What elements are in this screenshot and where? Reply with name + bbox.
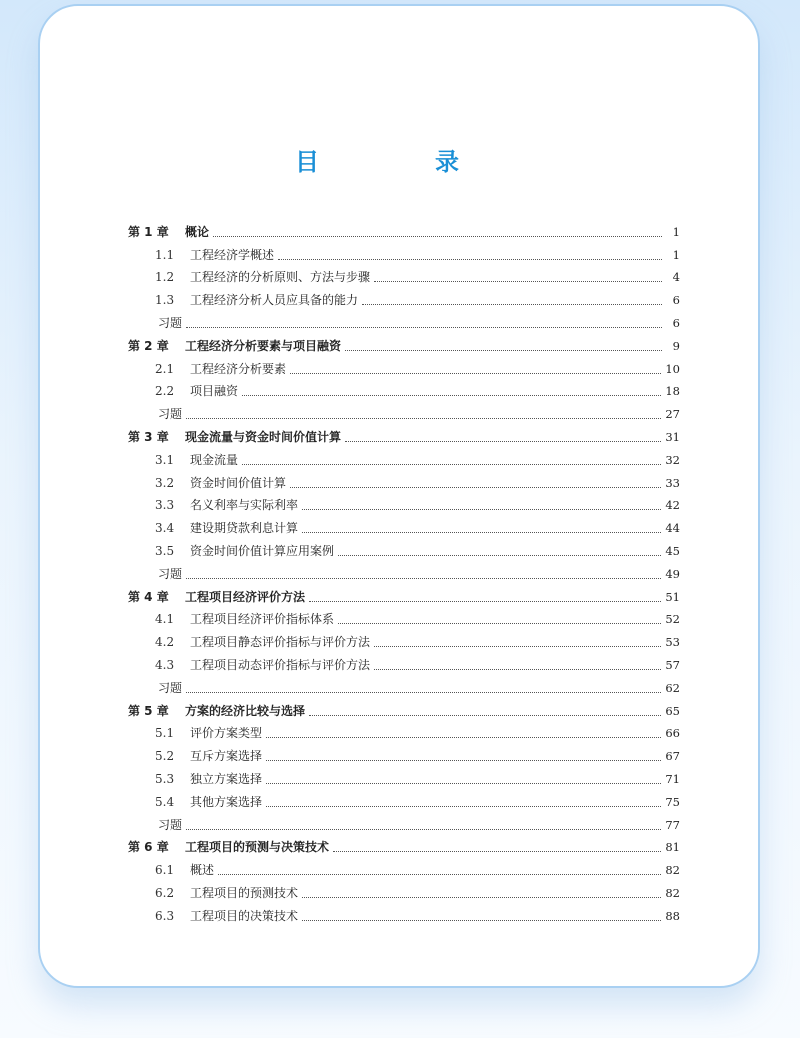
page-number: 33 — [665, 475, 680, 490]
section-number: 3.1 — [155, 452, 175, 467]
toc-chapter-row[interactable] — [128, 332, 680, 355]
page-number: 4 — [672, 270, 680, 285]
toc-entry-label — [128, 703, 305, 720]
toc-entry-label — [128, 383, 238, 400]
section-number: 3.5 — [155, 543, 175, 558]
entry-title: 方案的经济比较与选择 — [185, 703, 306, 718]
dot-leader — [374, 669, 661, 670]
toc-entry-label — [128, 475, 286, 492]
entry-title: 习题 — [158, 817, 183, 832]
toc-entry-label — [128, 839, 329, 856]
toc-chapter-row[interactable] — [128, 423, 680, 446]
entry-title: 工程经济分析要素 — [190, 361, 287, 376]
entry-title: 工程经济分析要素与项目融资 — [185, 338, 342, 353]
entry-title: 概述 — [190, 863, 215, 878]
page-number: 88 — [665, 908, 680, 923]
toc-exercise-row[interactable] — [128, 811, 680, 834]
entry-title: 工程经济的分析原则、方法与步骤 — [190, 270, 371, 285]
dot-leader — [266, 737, 661, 738]
dot-leader — [302, 509, 661, 510]
entry-title: 工程项目的预测与决策技术 — [185, 840, 330, 855]
toc-entry-label — [128, 771, 262, 788]
entry-title: 工程项目静态评价指标与评价方法 — [190, 635, 371, 650]
entry-title: 现金流量 — [190, 452, 239, 467]
entry-title: 资金时间价值计算 — [190, 475, 287, 490]
toc-section-row[interactable] — [128, 765, 680, 788]
toc-section-row[interactable] — [128, 606, 680, 629]
entry-title: 习题 — [158, 315, 183, 330]
toc-section-row[interactable] — [128, 537, 680, 560]
page-number: 75 — [665, 794, 680, 809]
entry-title: 工程项目经济评价指标体系 — [190, 612, 335, 627]
toc-chapter-row[interactable] — [128, 834, 680, 857]
entry-title: 资金时间价值计算应用案例 — [190, 543, 335, 558]
dot-leader — [186, 692, 661, 693]
dot-leader — [302, 532, 661, 533]
section-number: 2.1 — [155, 361, 175, 376]
chapter-number: 第 6 章 — [128, 840, 169, 855]
page-number: 67 — [665, 749, 680, 764]
page-number: 31 — [665, 429, 680, 444]
page-number: 65 — [665, 703, 680, 718]
section-number: 6.2 — [155, 885, 175, 900]
page-number: 82 — [665, 885, 680, 900]
entry-title: 其他方案选择 — [190, 794, 263, 809]
toc-section-row[interactable] — [128, 742, 680, 765]
dot-leader — [266, 806, 661, 807]
section-number: 4.2 — [155, 635, 175, 650]
page-number: 51 — [665, 589, 680, 604]
page-number: 52 — [665, 612, 680, 627]
dot-leader — [290, 487, 661, 488]
page-number: 82 — [665, 863, 680, 878]
section-number: 6.1 — [155, 863, 175, 878]
entry-title: 名义利率与实际利率 — [190, 498, 299, 513]
entry-title: 工程项目经济评价方法 — [185, 589, 306, 604]
page-number: 18 — [665, 384, 680, 399]
toc-entry-label — [128, 292, 358, 309]
section-number: 4.3 — [155, 657, 175, 672]
page-number: 9 — [672, 338, 680, 353]
section-number: 1.1 — [155, 247, 175, 262]
page-number: 81 — [665, 840, 680, 855]
toc-entry-label — [128, 315, 182, 332]
dot-leader — [302, 920, 661, 921]
page-number: 6 — [672, 293, 680, 308]
section-number: 4.1 — [155, 612, 175, 627]
page-number: 27 — [665, 407, 680, 422]
chapter-number: 第 4 章 — [128, 589, 169, 604]
page-number: 32 — [665, 452, 680, 467]
section-number: 5.1 — [155, 726, 175, 741]
toc-section-row[interactable] — [128, 378, 680, 401]
toc-entry-label — [128, 247, 274, 264]
toc-section-row[interactable] — [128, 628, 680, 651]
table-of-contents — [128, 218, 680, 925]
toc-section-row[interactable] — [128, 286, 680, 309]
toc-entry-label — [128, 543, 334, 560]
dot-leader — [290, 373, 661, 374]
toc-chapter-row[interactable] — [128, 697, 680, 720]
dot-leader — [266, 783, 661, 784]
section-number: 3.2 — [155, 475, 175, 490]
page-number: 71 — [665, 771, 680, 786]
entry-title: 工程项目的预测技术 — [190, 885, 299, 900]
toc-section-row[interactable] — [128, 264, 680, 287]
toc-section-row[interactable] — [128, 241, 680, 264]
dot-leader — [374, 281, 662, 282]
page-number: 42 — [665, 498, 680, 513]
dot-leader — [218, 874, 661, 875]
page-number: 66 — [665, 726, 680, 741]
toc-section-row[interactable] — [128, 902, 680, 925]
dot-leader — [309, 601, 661, 602]
chapter-number: 第 1 章 — [128, 224, 169, 239]
toc-chapter-row[interactable] — [128, 218, 680, 241]
toc-exercise-row[interactable] — [128, 400, 680, 423]
dot-leader — [278, 259, 662, 260]
page-number: 53 — [665, 635, 680, 650]
entry-title: 独立方案选择 — [190, 771, 263, 786]
entry-title: 习题 — [158, 566, 183, 581]
toc-entry-label — [128, 497, 298, 514]
toc-entry-label — [128, 748, 262, 765]
page-title: 目 录 — [295, 147, 505, 176]
toc-exercise-row[interactable] — [128, 560, 680, 583]
toc-entry-label — [128, 794, 262, 811]
toc-section-row[interactable] — [128, 879, 680, 902]
toc-entry-label — [128, 589, 305, 606]
entry-title: 概论 — [185, 224, 210, 239]
page-number: 1 — [672, 247, 680, 262]
toc-entry-label — [128, 634, 370, 651]
toc-entry-label — [128, 361, 286, 378]
toc-entry-label — [128, 885, 298, 902]
toc-entry-label — [128, 566, 182, 583]
section-number: 3.4 — [155, 521, 175, 536]
page-number: 44 — [665, 521, 680, 536]
page-number: 6 — [672, 315, 680, 330]
dot-leader — [213, 236, 662, 237]
toc-chapter-row[interactable] — [128, 583, 680, 606]
page-number: 77 — [665, 817, 680, 832]
page-number: 1 — [672, 224, 680, 239]
dot-leader — [302, 897, 661, 898]
entry-title: 习题 — [158, 680, 183, 695]
page-number: 10 — [665, 361, 680, 376]
toc-section-row[interactable] — [128, 788, 680, 811]
entry-title: 工程项目的决策技术 — [190, 908, 299, 923]
page-number: 49 — [665, 566, 680, 581]
entry-title: 互斥方案选择 — [190, 749, 263, 764]
section-number: 5.4 — [155, 794, 175, 809]
dot-leader — [338, 555, 661, 556]
dot-leader — [242, 395, 661, 396]
toc-entry-label — [128, 862, 214, 879]
section-number: 3.3 — [155, 498, 175, 513]
dot-leader — [242, 464, 661, 465]
chapter-number: 第 3 章 — [128, 429, 169, 444]
entry-title: 建设期贷款利息计算 — [190, 521, 299, 536]
section-number: 5.3 — [155, 771, 175, 786]
entry-title: 评价方案类型 — [190, 726, 263, 741]
entry-title: 项目融资 — [190, 384, 239, 399]
section-number: 1.3 — [155, 293, 175, 308]
toc-entry-label — [128, 520, 298, 537]
toc-entry-label — [128, 338, 341, 355]
entry-title: 工程经济学概述 — [190, 247, 275, 262]
toc-entry-label — [128, 406, 182, 423]
entry-title: 工程经济分析人员应具备的能力 — [190, 293, 359, 308]
toc-section-row[interactable] — [128, 469, 680, 492]
toc-section-row[interactable] — [128, 446, 680, 469]
toc-entry-label — [128, 452, 238, 469]
toc-section-row[interactable] — [128, 856, 680, 879]
chapter-number: 第 2 章 — [128, 338, 169, 353]
toc-entry-label — [128, 224, 209, 241]
toc-entry-label — [128, 611, 334, 628]
toc-entry-label — [128, 657, 370, 674]
toc-section-row[interactable] — [128, 514, 680, 537]
dot-leader — [338, 623, 661, 624]
toc-section-row[interactable] — [128, 720, 680, 743]
dot-leader — [186, 578, 661, 579]
page-number: 45 — [665, 543, 680, 558]
dot-leader — [333, 851, 661, 852]
toc-entry-label — [128, 429, 341, 446]
dot-leader — [186, 418, 661, 419]
chapter-number: 第 5 章 — [128, 703, 169, 718]
entry-title: 工程项目动态评价指标与评价方法 — [190, 657, 371, 672]
dot-leader — [309, 715, 661, 716]
dot-leader — [362, 304, 662, 305]
dot-leader — [374, 646, 661, 647]
page-number: 57 — [665, 657, 680, 672]
section-number: 5.2 — [155, 749, 175, 764]
toc-entry-label — [128, 817, 182, 834]
toc-section-row[interactable] — [128, 355, 680, 378]
dot-leader — [345, 441, 661, 442]
toc-entry-label — [128, 680, 182, 697]
page-number: 62 — [665, 680, 680, 695]
toc-section-row[interactable] — [128, 492, 680, 515]
dot-leader — [345, 350, 662, 351]
toc-entry-label — [128, 908, 298, 925]
toc-entry-label — [128, 269, 370, 286]
toc-section-row[interactable] — [128, 651, 680, 674]
dot-leader — [186, 829, 661, 830]
entry-title: 现金流量与资金时间价值计算 — [185, 429, 342, 444]
toc-entry-label — [128, 725, 262, 742]
dot-leader — [186, 327, 662, 328]
section-number: 2.2 — [155, 384, 175, 399]
entry-title: 习题 — [158, 407, 183, 422]
dot-leader — [266, 760, 661, 761]
toc-exercise-row[interactable] — [128, 309, 680, 332]
toc-exercise-row[interactable] — [128, 674, 680, 697]
section-number: 6.3 — [155, 908, 175, 923]
section-number: 1.2 — [155, 270, 175, 285]
